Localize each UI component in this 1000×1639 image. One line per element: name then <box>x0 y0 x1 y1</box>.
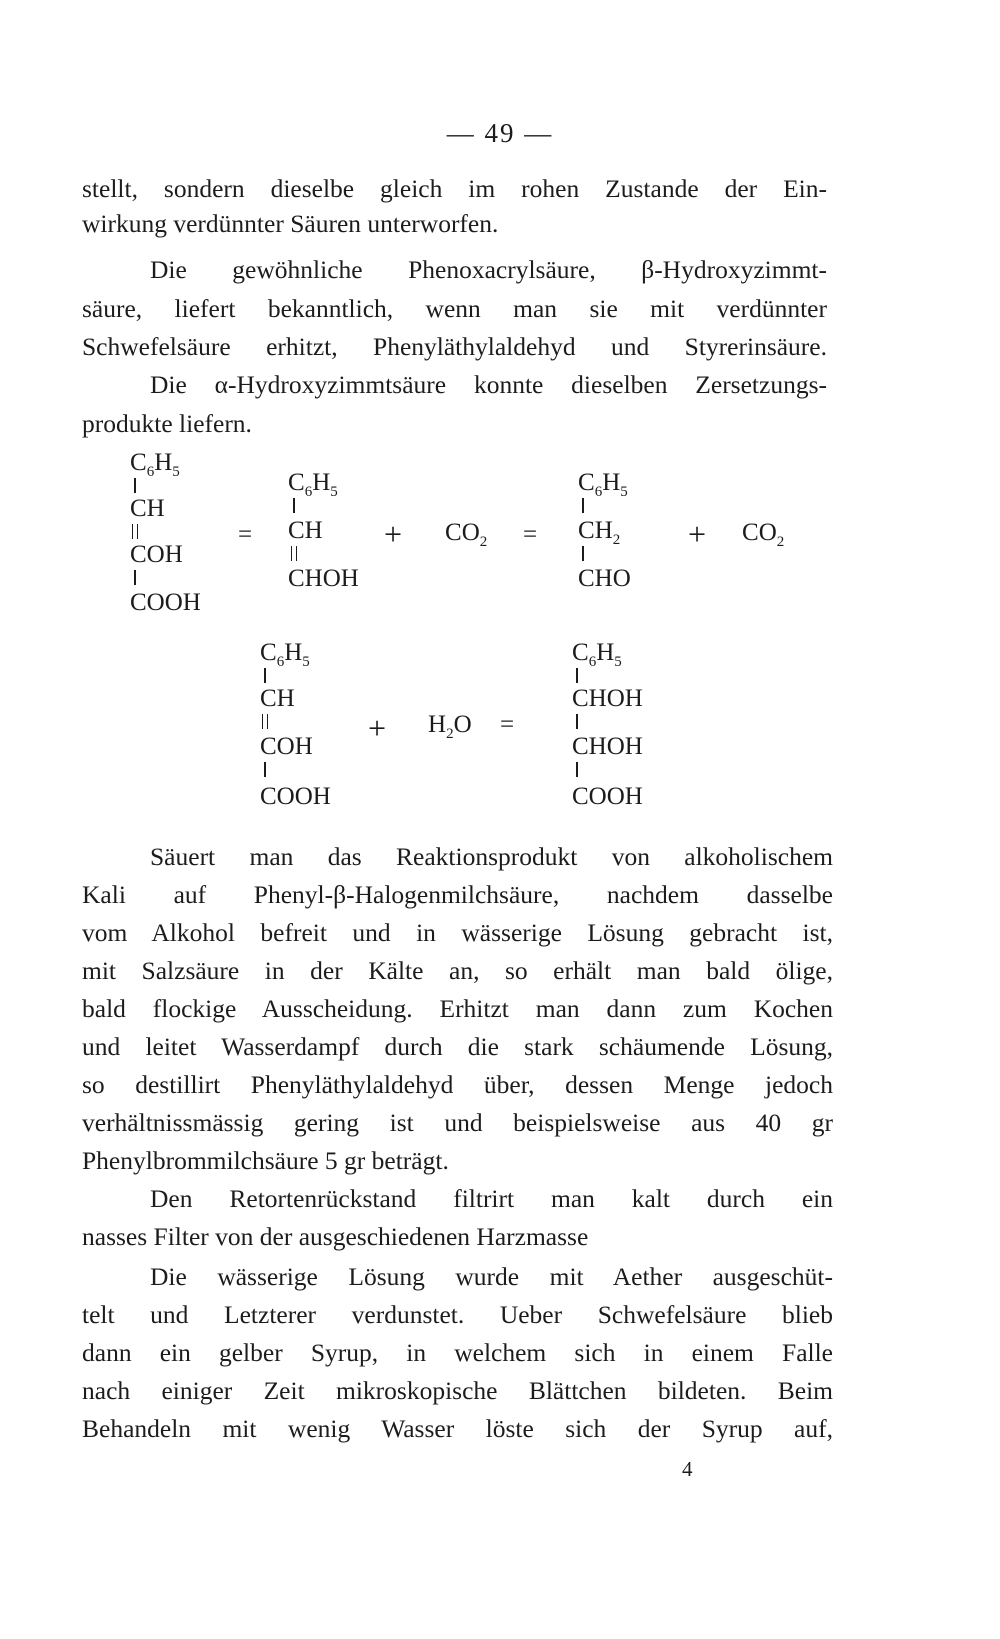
text-line: telt und Letzterer verdunstet. Ueber Schwefelsäure blieb <box>82 1300 833 1329</box>
formula-group: CH <box>288 517 323 544</box>
single-bond <box>134 478 136 493</box>
text-line: und leitet Wasserdampf durch die stark schäumende Lösung, <box>82 1032 833 1061</box>
text-line: Die gewöhnliche Phenoxacrylsäure, β-Hydroxyzimmt- <box>150 255 827 284</box>
text-line: Schwefelsäure erhitzt, Phenyläthylaldehyd und Styrerinsäure. <box>82 332 827 361</box>
text-line: so destillirt Phenyläthylaldehyd über, dessen Menge jedoch <box>82 1070 833 1099</box>
formula-group: $CO_2$ <box>742 519 785 550</box>
text-line: verhältnissmässig gering ist und beispielsweise aus 40 gr <box>82 1108 833 1137</box>
text-line: säure, liefert bekanntlich, wenn man sie mit verdünnter <box>82 294 827 323</box>
formula-group: $C_6H_5$ <box>260 639 310 670</box>
formula-group: CH <box>130 495 165 522</box>
formula-group: CHOH <box>288 565 359 592</box>
single-bond <box>576 762 578 777</box>
text-line: Kali auf Phenyl-β-Halogenmilchsäure, nachdem dasselbe <box>82 880 833 909</box>
text-line: produkte liefern. <box>82 409 252 438</box>
signature-mark: 4 <box>682 1457 693 1481</box>
formula-group: $C_6H_5$ <box>130 449 180 480</box>
text-line: Den Retortenrückstand filtrirt man kalt durch ein <box>150 1184 833 1213</box>
text-line: stellt, sondern dieselbe gleich im rohen Zustande der Ein- <box>82 174 827 203</box>
formula-group: COH <box>260 733 313 760</box>
formula-group: $CH_2$ <box>578 517 621 548</box>
equals-sign: = <box>523 521 538 548</box>
formula-group: COOH <box>130 589 201 616</box>
double-bond <box>132 524 138 539</box>
text-line: Säuert man das Reaktionsprodukt von alkoholischem <box>150 842 833 871</box>
plus-sign: + <box>384 516 403 552</box>
equals-sign: = <box>500 711 515 738</box>
formula-group: COOH <box>572 783 643 810</box>
single-bond <box>576 668 578 683</box>
formula-group: COOH <box>260 783 331 810</box>
text-line: bald flockige Ausscheidung. Erhitzt man dann zum Kochen <box>82 994 833 1023</box>
single-bond <box>264 762 266 777</box>
text-line: Die α-Hydroxyzimmtsäure konnte dieselben Zersetzungs- <box>150 370 827 399</box>
double-bond <box>262 714 268 729</box>
text-line: dann ein gelber Syrup, in welchem sich in einem Falle <box>82 1338 833 1367</box>
page-number: — 49 — <box>446 118 554 148</box>
single-bond <box>264 668 266 683</box>
text-line: Phenylbrommilchsäure 5 gr beträgt. <box>82 1146 449 1175</box>
formula-group: CHOH <box>572 733 643 760</box>
single-bond <box>582 546 584 561</box>
formula-group: $C_6H_5$ <box>572 639 622 670</box>
formula-group: CHOH <box>572 685 643 712</box>
formula-group: $H_2O$ <box>428 711 472 742</box>
equals-sign: = <box>238 521 253 548</box>
text-line: mit Salzsäure in der Kälte an, so erhält man bald ölige, <box>82 956 833 985</box>
formula-group: CHO <box>578 565 631 592</box>
formula-group: $CO_2$ <box>445 519 488 550</box>
text-line: nasses Filter von der ausgeschiedenen Harzmasse <box>82 1222 589 1251</box>
plus-sign: + <box>368 710 387 746</box>
text-line: nach einiger Zeit mikroskopische Blättchen bildeten. Beim <box>82 1376 833 1405</box>
text-line: Behandeln mit wenig Wasser löste sich der Syrup auf, <box>82 1414 833 1443</box>
single-bond <box>582 498 584 513</box>
single-bond <box>134 570 136 585</box>
formula-group: COH <box>130 541 183 568</box>
plus-sign: + <box>688 516 707 552</box>
double-bond <box>291 546 297 561</box>
text-line: vom Alkohol befreit und in wässerige Lösung gebracht ist, <box>82 918 833 947</box>
formula-group: CH <box>260 685 295 712</box>
single-bond <box>576 714 578 729</box>
formula-group: $C_6H_5$ <box>578 469 628 500</box>
text-line: wirkung verdünnter Säuren unterworfen. <box>82 209 499 238</box>
text-line: Die wässerige Lösung wurde mit Aether ausgeschüt- <box>150 1262 833 1291</box>
single-bond <box>293 498 295 513</box>
formula-group: $C_6H_5$ <box>288 469 338 500</box>
